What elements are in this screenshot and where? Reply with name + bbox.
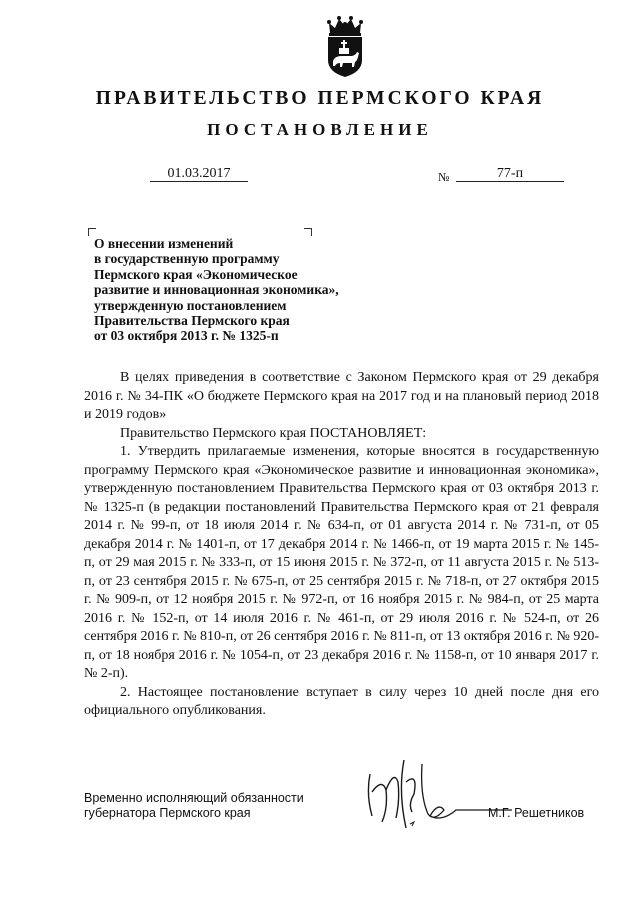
handwritten-signature (352, 752, 514, 836)
coat-of-arms-icon (322, 14, 368, 78)
subject-line: О внесении изменений (94, 236, 234, 251)
subject-corner-left (88, 228, 96, 236)
signer-position-line: губернатора Пермского края (84, 806, 251, 820)
signer-position (84, 791, 304, 821)
item-1-paragraph: 1. Утвердить прилагаемые изменения, которые вносятся в государственную программу Пермского края «Экономическое развитие и инновационная экономика», утвержденную постановлением Правительства Пермского края от 03 октября 2013 г. № 1325-п (в редакции постановлений Правительства Пермского края от 21 февраля 2014 г. № 99-п, от 18 июля 2014 г. № 634-п, от 01 августа 2014 г. № 731-п, от 05 декабря 2014 г. № 1401-п, от 17 декабря 2014 г. № 1466-п, от 19 марта 2015 г. № 145-п, от 29 мая 2015 г. № 333-п, от 15 июня 2015 г. № 372-п, от 11 августа 2015 г. № 513-п, от 23 сентября 2015 г. № 675-п, от 25 сентября 2015 г. № 718-п, от 27 октября 2015 г. № 909-п, от 12 ноября 2015 г. № 972-п, от 16 ноября 2015 г. № 984-п, от 25 марта 2016 г. № 152-п, от 14 июля 2016 г. № 461-п, от 29 июля 2016 г. № 524-п, от 26 сентября 2016 г. № 810-п, от 26 сентября 2016 г. № 811-п, от 13 октября 2016 г. № 920-п, от 18 ноября 2016 г. № 1054-п, от 23 декабря 2016 г. № 1158-п, от 10 января 2017 г. № 2-п). (84, 444, 599, 681)
preamble-paragraph: В целях приведения в соответствие с Законом Пермского края от 29 декабря 2016 г. № 34-ПК «О бюджете Пермского края на 2017 год и на плановый период 2018 и 2019 годов» (84, 370, 599, 422)
subject-line: в государственную программу (94, 251, 280, 267)
document-type: ПОСТАНОВЛЕНИЕ (207, 120, 433, 139)
subject-corner-right (304, 228, 312, 236)
subject-line: развитие и инновационная экономика», (94, 282, 339, 298)
signer-name: М.Г. Решетников (488, 806, 585, 820)
document-subject (94, 236, 394, 344)
document-date: 01.03.2017 (150, 166, 248, 182)
subject-line: Пермского края «Экономическое (94, 266, 298, 282)
subject-line: от 03 октября 2013 г. № 1325-п (94, 328, 279, 344)
subject-line: Правительства Пермского края (94, 313, 290, 329)
item-2-paragraph: 2. Настоящее постановление вступает в силу через 10 дней после дня его официального опубликования. (84, 684, 599, 718)
subject-line: утвержденную постановлением (94, 297, 287, 313)
signer-position-line: Временно исполняющий обязанности (84, 791, 304, 805)
resolution-paragraph: Правительство Пермского края ПОСТАНОВЛЯЕТ: (120, 425, 427, 441)
government-title: ПРАВИТЕЛЬСТВО ПЕРМСКОГО КРАЯ (95, 88, 545, 109)
document-number: 77-п (456, 166, 564, 182)
document-body (84, 369, 599, 721)
number-label: № (438, 170, 450, 184)
